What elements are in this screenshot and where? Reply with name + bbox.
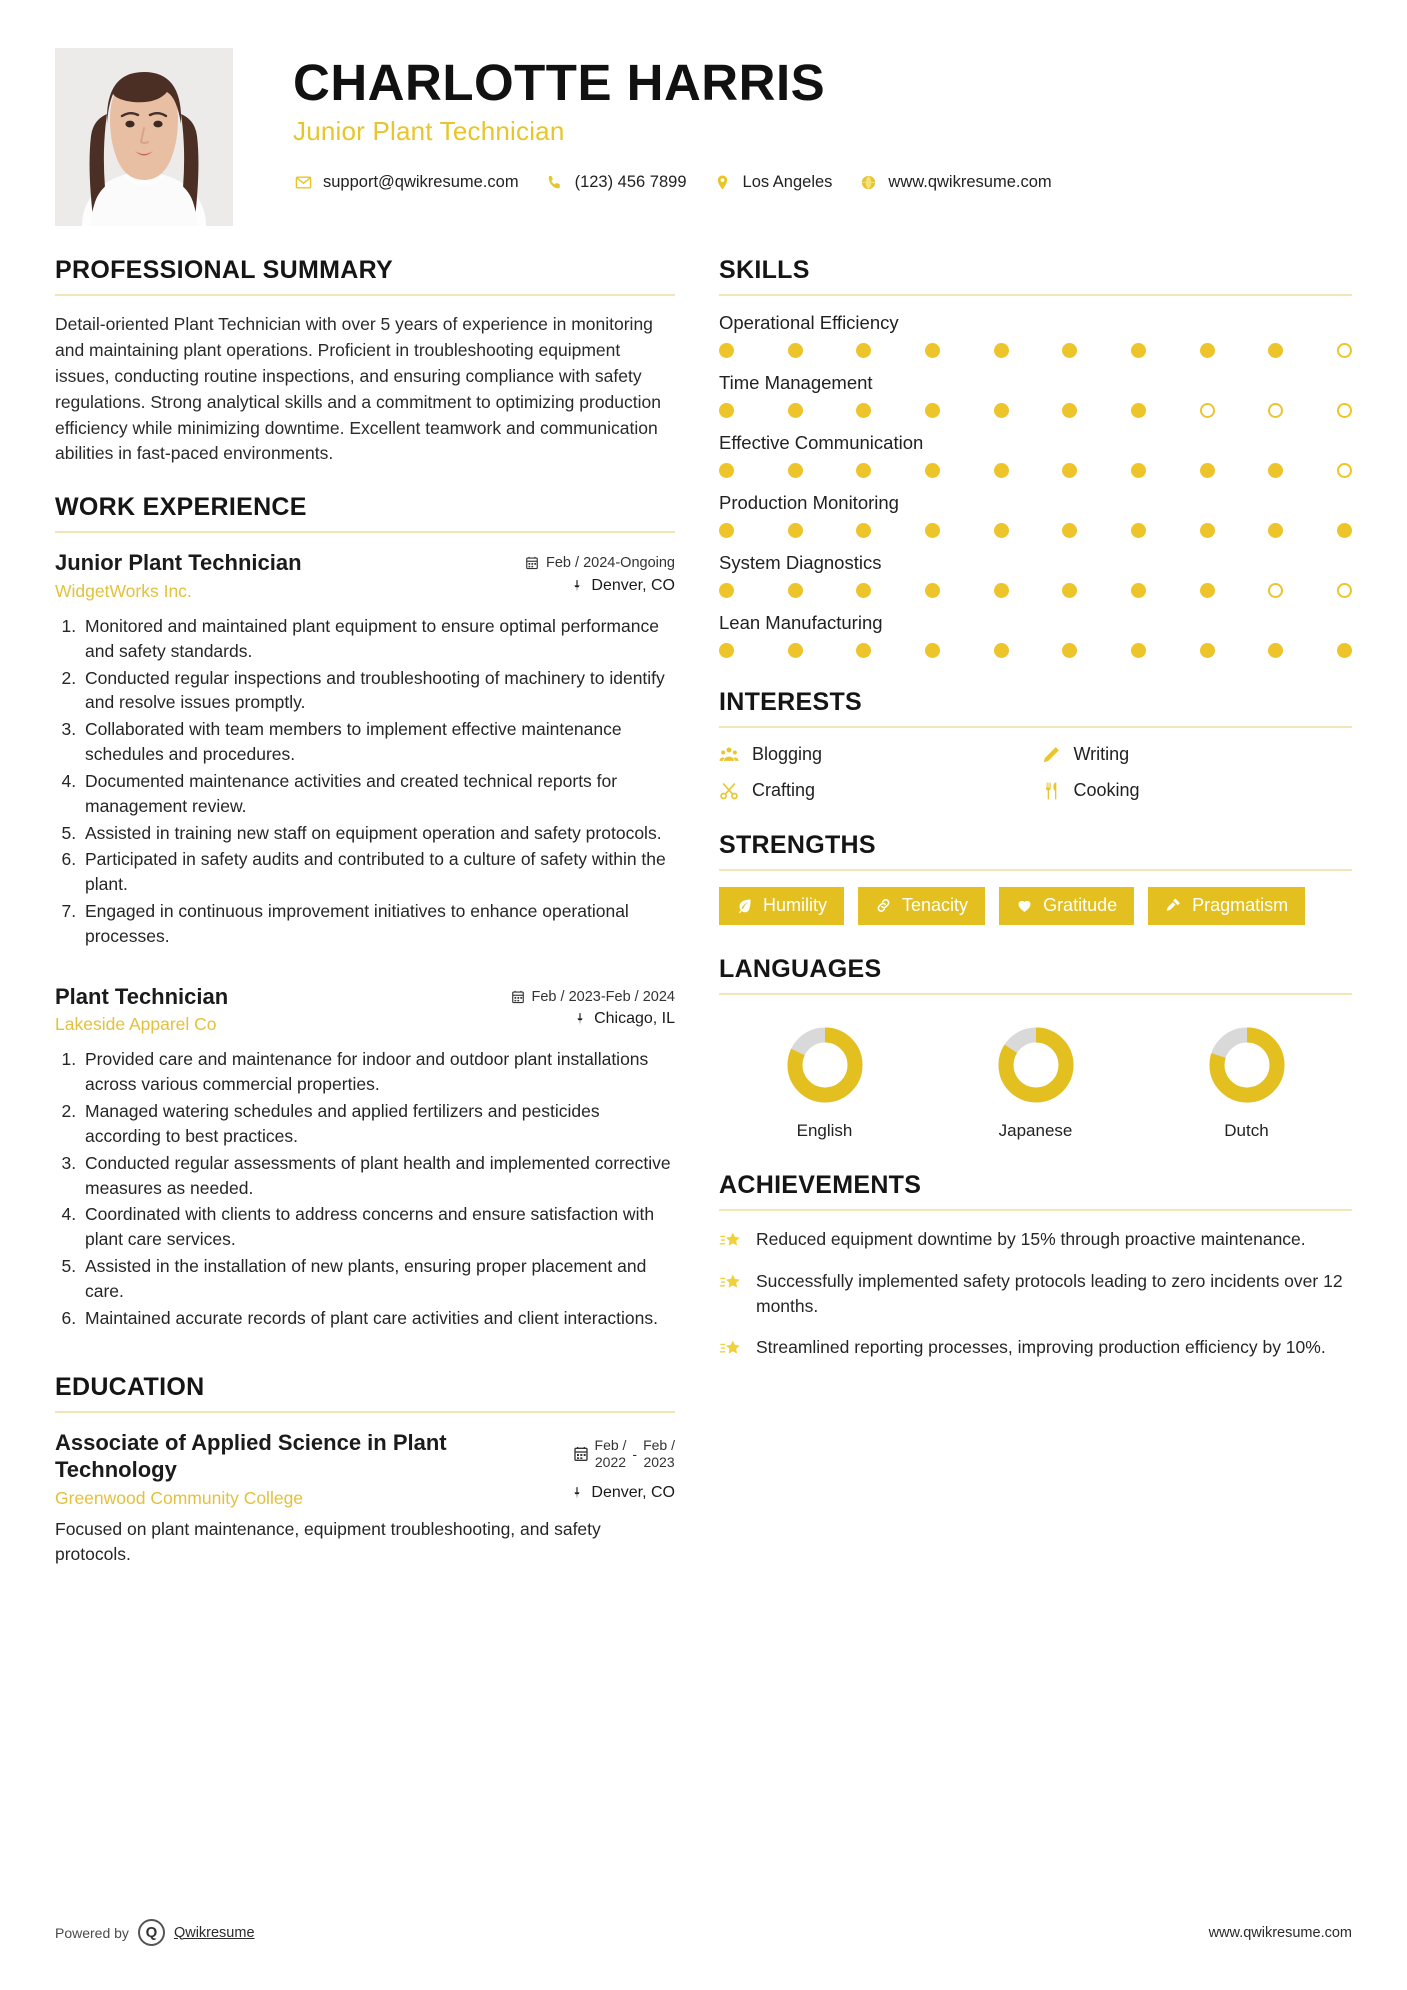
list-item: 2. Managed watering schedules and applied fertilizers and pesticides according to best practices.: [81, 1099, 675, 1149]
section-heading: SKILLS: [719, 256, 810, 284]
skill-dot-filled: [1200, 343, 1215, 358]
list-item: 6. Maintained accurate records of plant care activities and client interactions.: [81, 1306, 675, 1331]
experience-item: [55, 983, 675, 1331]
link-chain-icon: [875, 897, 892, 914]
globe-icon: [858, 173, 878, 193]
achievement-text: Streamlined reporting processes, improving production efficiency by 10%.: [756, 1337, 1326, 1358]
skill-dot-filled: [1062, 523, 1077, 538]
section-work-experience: [55, 493, 675, 1330]
section-interests: [719, 688, 1352, 801]
contact-website-text: www.qwikresume.com: [888, 173, 1052, 192]
language-item: [760, 1021, 890, 1141]
contact-row: [293, 173, 1352, 193]
job-title-subtitle: Junior Plant Technician: [293, 115, 565, 146]
interests-grid: [719, 744, 1352, 801]
skill-dot-empty: [1337, 463, 1352, 478]
education-start-year: 2022: [594, 1454, 627, 1471]
section-divider: [719, 1209, 1352, 1211]
section-heading: STRENGTHS: [719, 831, 876, 859]
leaf-icon: [736, 897, 753, 914]
skill-dot-filled: [1200, 583, 1215, 598]
skill-rating: [719, 643, 1352, 658]
powered-by-label: Powered by: [55, 1924, 129, 1941]
achievement-item: [719, 1269, 1352, 1319]
interest-item: [719, 780, 1031, 801]
language-donut-chart: [992, 1021, 1080, 1109]
contact-email-text: support@qwikresume.com: [323, 173, 519, 192]
section-skills: [719, 256, 1352, 658]
skills-list: [719, 312, 1352, 658]
contact-email[interactable]: [293, 173, 519, 193]
skill-dot-filled: [856, 343, 871, 358]
skill-rating: [719, 343, 1352, 358]
scissors-icon: [719, 781, 741, 801]
heart-icon: [1016, 897, 1033, 914]
map-pin-icon: [570, 1486, 584, 1500]
skill-dot-empty: [1268, 403, 1283, 418]
strengths-list: [719, 887, 1352, 925]
skill-dot-filled: [1131, 403, 1146, 418]
contact-website[interactable]: [858, 173, 1051, 193]
skill-dot-empty: [1337, 583, 1352, 598]
skill-rating: [719, 583, 1352, 598]
section-heading: WORK EXPERIENCE: [55, 493, 307, 522]
star-icon: [719, 1227, 743, 1252]
contact-location: [713, 173, 833, 193]
skill-name: Production Monitoring: [719, 492, 899, 513]
strength-badge: [1148, 887, 1305, 925]
skill-dot-filled: [925, 343, 940, 358]
language-name: Japanese: [998, 1120, 1073, 1140]
skill-name: Time Management: [719, 372, 873, 393]
education-school: Greenwood Community College: [55, 1487, 304, 1508]
achievement-item: [719, 1335, 1352, 1360]
skill-name: Operational Efficiency: [719, 312, 899, 333]
interest-item: [1041, 780, 1353, 801]
job-location: [570, 577, 675, 595]
languages-list: [719, 1011, 1352, 1141]
skill-dot-filled: [994, 583, 1009, 598]
job-title: Junior Plant Technician: [55, 550, 302, 576]
skill-item: [719, 432, 1352, 478]
education-degree: Associate of Applied Science in Plant Technology: [55, 1429, 447, 1483]
skill-dot-filled: [994, 643, 1009, 658]
list-item: 1. Provided care and maintenance for indoor and outdoor plant installations across various commercial properties.: [81, 1047, 675, 1097]
section-languages: [719, 955, 1352, 1141]
strength-label: Pragmatism: [1192, 895, 1289, 915]
skill-dot-filled: [1062, 643, 1077, 658]
education-item: [55, 1429, 675, 1568]
page-footer: [0, 1919, 1407, 1946]
skill-dot-filled: [788, 403, 803, 418]
skill-dot-filled: [925, 583, 940, 598]
left-column: [55, 256, 675, 1593]
section-heading: INTERESTS: [719, 688, 862, 716]
job-dates: [511, 989, 676, 1005]
skill-dot-filled: [1268, 523, 1283, 538]
powered-by-block: [55, 1919, 255, 1946]
job-company: WidgetWorks Inc.: [55, 580, 192, 601]
skill-dot-filled: [1337, 643, 1352, 658]
education-end-month: Feb /: [643, 1436, 675, 1453]
strength-label: Gratitude: [1043, 895, 1118, 915]
contact-location-text: Los Angeles: [742, 173, 833, 192]
job-dates: [525, 555, 675, 571]
list-item: 3. Collaborated with team members to implement effective maintenance schedules and procedures.: [81, 717, 675, 767]
skill-dot-filled: [1062, 583, 1077, 598]
people-group-icon: [719, 745, 741, 765]
interest-label: Cooking: [1073, 780, 1140, 800]
skill-dot-filled: [1268, 463, 1283, 478]
skill-dot-filled: [719, 583, 734, 598]
skill-name: Effective Communication: [719, 432, 924, 453]
section-divider: [55, 1411, 675, 1413]
skill-dot-filled: [1200, 463, 1215, 478]
interest-label: Writing: [1073, 744, 1130, 764]
section-heading: EDUCATION: [55, 1372, 205, 1401]
list-item: 5. Assisted in training new staff on equipment operation and safety protocols.: [81, 821, 675, 846]
skill-dot-filled: [788, 643, 803, 658]
footer-website: www.qwikresume.com: [1208, 1924, 1352, 1941]
language-name: Dutch: [1224, 1120, 1269, 1140]
list-item: 6. Participated in safety audits and contributed to a culture of safety within the plant.: [81, 847, 675, 897]
skill-rating: [719, 523, 1352, 538]
contact-phone[interactable]: [545, 173, 687, 193]
education-location: [570, 1484, 675, 1502]
skill-dot-filled: [1131, 643, 1146, 658]
section-achievements: [719, 1171, 1352, 1361]
skill-dot-empty: [1200, 403, 1215, 418]
job-title: Plant Technician: [55, 983, 229, 1009]
section-divider: [55, 531, 675, 533]
skill-dot-filled: [856, 523, 871, 538]
skill-dot-filled: [856, 403, 871, 418]
skill-dot-filled: [1131, 583, 1146, 598]
skill-dot-filled: [788, 583, 803, 598]
envelope-icon: [293, 173, 313, 193]
section-heading: ACHIEVEMENTS: [719, 1170, 922, 1199]
skill-item: [719, 552, 1352, 598]
skill-dot-filled: [856, 463, 871, 478]
strength-label: Humility: [763, 895, 828, 915]
job-location: [573, 1010, 675, 1028]
skill-dot-filled: [1062, 463, 1077, 478]
skill-dot-filled: [1131, 343, 1146, 358]
skill-dot-filled: [788, 523, 803, 538]
calendar-icon: [511, 990, 525, 1004]
skill-dot-filled: [994, 343, 1009, 358]
skill-dot-filled: [925, 463, 940, 478]
strength-badge: [719, 887, 844, 925]
skill-dot-filled: [856, 643, 871, 658]
profile-photo: [55, 48, 233, 226]
skill-dot-filled: [1337, 523, 1352, 538]
language-donut-chart: [1203, 1021, 1291, 1109]
header-text-block: [233, 48, 1352, 193]
skill-dot-filled: [719, 523, 734, 538]
list-item: 4. Coordinated with clients to address concerns and ensure satisfaction with plant care services.: [81, 1202, 675, 1252]
hammer-icon: [1165, 897, 1182, 914]
interest-label: Crafting: [752, 780, 816, 800]
interest-item: [719, 744, 1031, 765]
skill-dot-filled: [856, 583, 871, 598]
skill-item: [719, 372, 1352, 418]
education-start-month: Feb /: [594, 1436, 627, 1453]
fork-knife-icon: [1041, 781, 1063, 801]
skill-rating: [719, 463, 1352, 478]
skill-dot-filled: [994, 403, 1009, 418]
contact-phone-text: (123) 456 7899: [574, 173, 687, 192]
qwikresume-logo-icon: Q: [138, 1919, 165, 1946]
skill-dot-filled: [719, 463, 734, 478]
language-item: [971, 1021, 1101, 1141]
section-divider: [719, 726, 1352, 728]
skill-dot-filled: [719, 643, 734, 658]
job-location-text: Chicago, IL: [594, 1010, 675, 1028]
interest-item: [1041, 744, 1353, 765]
job-dates-text: Feb / 2023-Feb / 2024: [531, 988, 675, 1005]
list-item: 2. Conducted regular inspections and troubleshooting of machinery to identify and resolve issues promptly.: [81, 666, 675, 716]
job-location-text: Denver, CO: [591, 576, 675, 594]
phone-icon: [545, 173, 565, 193]
section-education: [55, 1373, 675, 1568]
list-item: 5. Assisted in the installation of new plants, ensuring proper placement and care.: [81, 1254, 675, 1304]
star-icon: [719, 1269, 743, 1294]
skill-dot-filled: [925, 403, 940, 418]
achievement-item: [719, 1227, 1352, 1252]
skill-name: Lean Manufacturing: [719, 612, 883, 633]
skill-dot-filled: [1200, 643, 1215, 658]
strength-badge: [999, 887, 1134, 925]
job-dates-text: Feb / 2024-Ongoing: [546, 555, 675, 572]
experience-item: [55, 549, 675, 948]
skill-dot-filled: [788, 463, 803, 478]
education-date-separator: -: [632, 1446, 638, 1463]
skill-dot-filled: [1268, 643, 1283, 658]
skill-dot-filled: [719, 403, 734, 418]
skill-rating: [719, 403, 1352, 418]
skill-dot-empty: [1337, 343, 1352, 358]
skill-dot-filled: [1062, 343, 1077, 358]
section-heading: PROFESSIONAL SUMMARY: [55, 256, 393, 284]
job-bullets: [81, 614, 675, 949]
section-divider: [719, 294, 1352, 296]
skill-dot-filled: [719, 343, 734, 358]
list-item: 3. Conducted regular assessments of plant health and implemented corrective measures as needed.: [81, 1151, 675, 1201]
qwikresume-link[interactable]: Qwikresume: [173, 1924, 255, 1941]
achievement-text: Reduced equipment downtime by 15% through proactive maintenance.: [756, 1228, 1306, 1249]
skill-dot-filled: [994, 523, 1009, 538]
resume-body: [0, 226, 1407, 1593]
calendar-icon: [525, 556, 539, 570]
map-pin-icon: [573, 1012, 587, 1026]
skill-dot-filled: [1131, 523, 1146, 538]
education-location-text: Denver, CO: [591, 1483, 675, 1501]
job-bullets: [81, 1047, 675, 1330]
skill-dot-filled: [1062, 403, 1077, 418]
achievement-text: Successfully implemented safety protocols leading to zero incidents over 12 months.: [756, 1270, 1343, 1316]
skill-item: [719, 312, 1352, 358]
skill-dot-filled: [994, 463, 1009, 478]
section-professional-summary: [55, 256, 675, 467]
list-item: 1. Monitored and maintained plant equipment to ensure optimal performance and safety standards.: [81, 614, 675, 664]
interest-label: Blogging: [752, 744, 823, 764]
skill-dot-filled: [925, 523, 940, 538]
language-donut-chart: [781, 1021, 869, 1109]
summary-paragraph: Detail-oriented Plant Technician with over 5 years of experience in monitoring and maintaining plant operations. Proficient in troubleshooting equipment issues, conducting routine inspections, and ensuring compliance with safety regulations. Strong analytical skills and a commitment to optimizing production efficiency while minimizing downtime. Excellent teamwork and communication abilities in fast-paced environments.: [55, 314, 661, 464]
calendar-icon: [573, 1446, 589, 1462]
section-heading: LANGUAGES: [719, 954, 882, 983]
education-end-year: 2023: [643, 1454, 675, 1471]
map-pin-icon: [570, 579, 584, 593]
skill-dot-filled: [788, 343, 803, 358]
skill-dot-filled: [1268, 343, 1283, 358]
skill-item: [719, 492, 1352, 538]
skill-name: System Diagnostics: [719, 552, 882, 573]
skill-item: [719, 612, 1352, 658]
skill-dot-empty: [1337, 403, 1352, 418]
education-description: Focused on plant maintenance, equipment troubleshooting, and safety protocols.: [55, 1518, 601, 1564]
resume-header: [0, 0, 1407, 226]
language-name: English: [796, 1120, 853, 1140]
skill-dot-filled: [1200, 523, 1215, 538]
job-company: Lakeside Apparel Co: [55, 1014, 217, 1035]
strength-badge: [858, 887, 985, 925]
list-item: 4. Documented maintenance activities and created technical reports for management review.: [81, 769, 675, 819]
strength-label: Tenacity: [902, 895, 969, 915]
skill-dot-empty: [1268, 583, 1283, 598]
language-item: [1182, 1021, 1312, 1141]
star-icon: [719, 1335, 743, 1360]
section-divider: [55, 294, 675, 296]
education-dates: [573, 1429, 675, 1472]
section-strengths: [719, 831, 1352, 925]
section-divider: [719, 993, 1352, 995]
skill-dot-filled: [925, 643, 940, 658]
list-item: 7. Engaged in continuous improvement initiatives to enhance operational processes.: [81, 899, 675, 949]
skill-dot-filled: [1131, 463, 1146, 478]
pencil-icon: [1041, 745, 1063, 765]
map-pin-icon: [713, 173, 733, 193]
section-divider: [719, 869, 1352, 871]
right-column: [719, 256, 1352, 1593]
page-title: CHARLOTTE HARRIS: [293, 54, 826, 111]
